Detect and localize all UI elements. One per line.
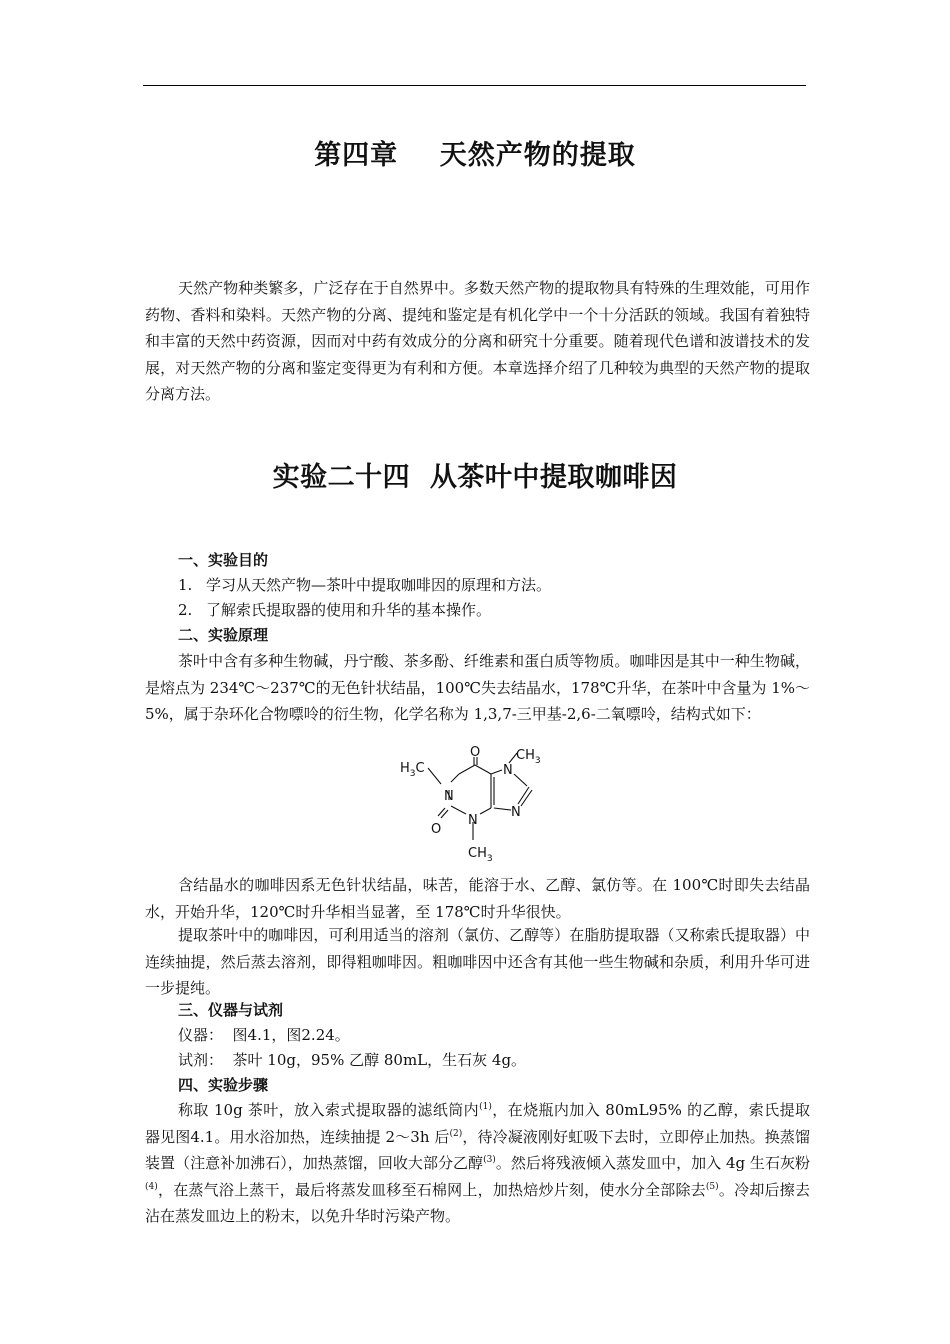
caffeine-structure-diagram xyxy=(398,744,558,869)
principle-paragraph: 茶叶中含有多种生物碱，丹宁酸、茶多酚、纤维素和蛋白质等物质。咖啡因是其中一种生物碱，是熔点为 234℃～237℃的无色针状结晶，100℃失去结晶水，178℃升华，在茶叶中含量为 1%～5%，属于杂环化合物嘌呤的衍生物，化学名称为 1,3,7-三甲基-2,6-二氧嘌呤，结构式如下： xyxy=(145,652,810,723)
procedure-paragraph: 称取 10g 茶叶，放入索式提取器的滤纸筒内$^{(1)}$，在烧瓶内加入 80mL95% 的乙醇，索氏提取器见图4.1。用水浴加热，连续抽提 2～3h 后$^{(2)}$，待冷凝液刚好虹吸下去时，立即停止加热。换蒸馏装置（注意补加沸石），加热蒸馏，回收大部分乙醇$^{(3)}$。然后将残液倾入蒸发皿中，加入 4g 生石灰粉$^{(4)}$，在蒸气浴上蒸干，最后将蒸发皿移至石棉网上，加热焙炒片刻，使水分全部除去$^{(5)}$。冷却后擦去沾在蒸发皿边上的粉末，以免升华时污染产物。 xyxy=(145,1101,810,1225)
oxygen-left-label: O xyxy=(431,822,442,837)
reagents-line: 试剂： 茶叶 10g，95% 乙醇 80mL，生石灰 4g。 xyxy=(178,1051,527,1069)
nitrogen-3-label: N xyxy=(468,813,478,828)
section-heading-procedure: 四、实验步骤 xyxy=(178,1076,269,1094)
nitrogen-9-label: N xyxy=(511,805,521,820)
oxygen-top-label: O xyxy=(470,745,481,760)
footnote-ref: (5) xyxy=(705,1181,719,1192)
footnote-ref: (3) xyxy=(483,1155,496,1165)
instruments-line: 仪器： 图4.1，图2.24。 xyxy=(178,1026,350,1044)
extraction-method-paragraph: 提取茶叶中的咖啡因，可利用适当的溶剂（氯仿、乙醇等）在脂肪提取器（又称索氏提取器）中连续抽提，然后蒸去溶剂，即得粗咖啡因。粗咖啡因中还含有其他一些生物碱和杂质，利用升华可进一步提纯。 xyxy=(145,926,810,997)
section-heading-principle: 二、实验原理 xyxy=(178,626,269,644)
section-heading-materials: 三、仪器与试剂 xyxy=(178,1001,284,1019)
nitrogen-1-label: N xyxy=(444,789,454,804)
section-heading-purpose: 一、实验目的 xyxy=(178,551,269,569)
chapter-title: 第四章 天然产物的提取 xyxy=(314,140,636,171)
experiment-title: 实验二十四 从茶叶中提取咖啡因 xyxy=(272,462,678,493)
list-item: 1. 学习从天然产物—茶叶中提取咖啡因的原理和方法。 xyxy=(178,576,552,594)
methyl-bottom-label: $CH_3$ xyxy=(468,846,493,864)
list-item: 2. 了解索氏提取器的使用和升华的基本操作。 xyxy=(178,601,492,619)
footnote-ref: (4) xyxy=(145,1181,158,1192)
chapter-intro: 天然产物种类繁多，广泛存在于自然界中。多数天然产物的提取物具有特殊的生理效能，可用作药物、香料和染料。天然产物的分离、提纯和鉴定是有机化学中一个十分活跃的领域。我国有着独特和丰富的天然中药资源，因而对中药有效成分的分离和研究十分重要。随着现代色谱和波谱技术的发展，对天然产物的分离和鉴定变得更为有利和方便。本章选择介绍了几种较为典型的天然产物的提取分离方法。 xyxy=(145,279,810,403)
footnote-ref: (1) xyxy=(479,1102,492,1112)
methyl-top-label: $CH_3$ xyxy=(516,748,541,766)
header-rule xyxy=(143,85,806,86)
footnote-ref: (2) xyxy=(449,1128,463,1139)
caffeine-properties-paragraph: 含结晶水的咖啡因系无色针状结晶，味苦，能溶于水、乙醇、氯仿等。在 100℃时即失去结晶水，开始升华，120℃时升华相当显著，至 178℃时升华很快。 xyxy=(145,876,810,921)
methyl-left-label: $H_3C$ xyxy=(400,761,425,779)
nitrogen-7-label: N xyxy=(503,763,513,778)
